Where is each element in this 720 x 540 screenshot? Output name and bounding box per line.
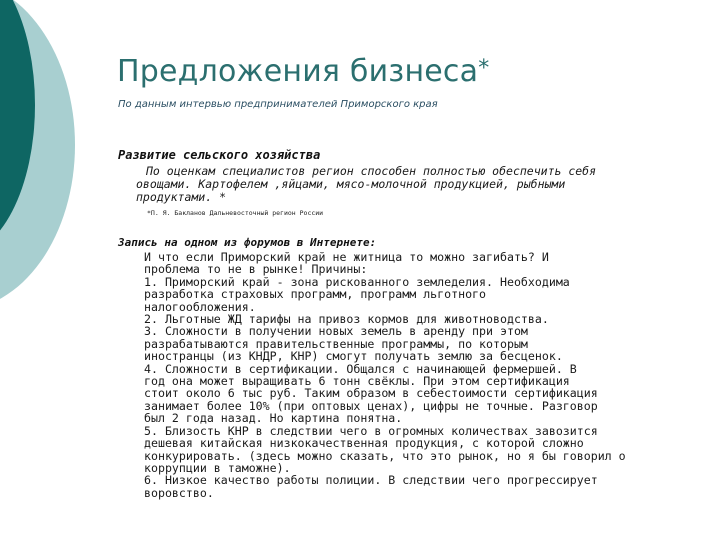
slide-title-text: Предложения бизнеса bbox=[117, 54, 479, 89]
section2-line: дешевая китайская низкокачественная продукция, с которой сложно bbox=[144, 436, 584, 451]
section2-line: год она может выращивать 6 тонн свёклы. При этом сертификация bbox=[144, 374, 570, 389]
section2-line: разрабатываются правительственные программы, по которым bbox=[144, 336, 528, 351]
slide-title bbox=[117, 54, 489, 89]
section1-line: По оценкам специалистов регион способен полностью обеспечить себя bbox=[146, 164, 597, 178]
section2-line: И что если Приморский край не житница то можно загибать? И bbox=[144, 250, 549, 264]
slide-title-mark: * bbox=[478, 56, 490, 81]
section2-line: занимает более 10% (при оптовых ценах), цифры не точные. Разговор bbox=[144, 398, 598, 413]
section2-line: разработка страховых программ, программ льготного bbox=[144, 287, 487, 302]
section2-line: коррупции в таможне). bbox=[144, 460, 291, 475]
section1-body bbox=[136, 165, 696, 204]
section2-line: 4. Сложности в сертификации. Общался с начинающей фермершей. В bbox=[144, 361, 577, 376]
section2-line: 1. Приморский край - зона рискованного земледелия. Необходима bbox=[144, 274, 570, 289]
section1-line: продуктами. * bbox=[136, 190, 227, 204]
section2-line: стоит около 6 тыс руб. Таким образом в себестоимости сертификация bbox=[144, 386, 598, 401]
section2-body bbox=[144, 251, 704, 499]
section2-line: проблема то не в рынке! Причины: bbox=[144, 262, 368, 277]
section2-line: налогообложения. bbox=[144, 299, 256, 314]
section2-line: иностранцы (из КНДР, КНР) смогут получать землю за бесценок. bbox=[144, 349, 563, 364]
section2-heading: Запись на одном из форумов в Интернете: bbox=[118, 236, 377, 249]
slide-subtitle: По данным интервью предпринимателей Приморского края bbox=[118, 99, 438, 110]
section1-heading: Развитие сельского хозяйства bbox=[118, 148, 321, 162]
section2-line: 3. Сложности в получении новых земель в аренду при этом bbox=[144, 324, 528, 339]
section2-line: 2. Льготные ЖД тарифы на привоз кормов для животноводства. bbox=[144, 312, 549, 327]
section2-line: конкурировать. (здесь можно сказать, что это рынок, но я бы говорил о bbox=[144, 448, 626, 463]
section2-line: 5. Близость КНР в следствии чего в огромных количествах завозится bbox=[144, 423, 598, 438]
section2-line: 6. Низкое качество работы полиции. В следствии чего прогрессирует bbox=[144, 473, 598, 488]
section2-line: был 2 года назад. Но картина понятна. bbox=[144, 411, 403, 426]
section1-line: овощами. Картофелем ,яйцами, мясо-молочной продукцией, рыбными bbox=[136, 177, 566, 191]
section2-line: воровство. bbox=[144, 485, 214, 500]
footnote: *П. Я. Бакланов Дальневосточный регион России bbox=[147, 209, 324, 217]
